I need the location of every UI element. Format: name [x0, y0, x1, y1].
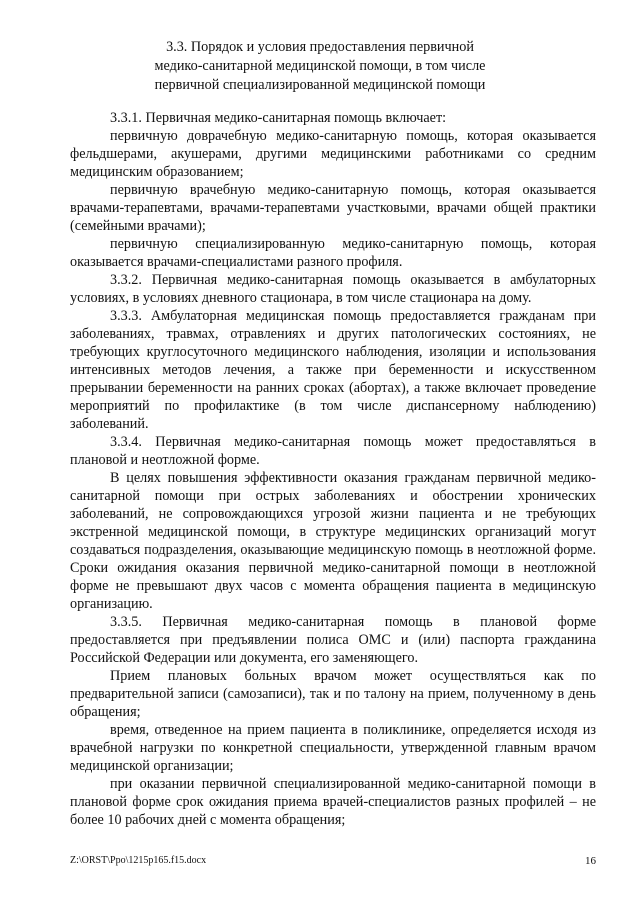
paragraph: первичную врачебную медико-санитарную помощь, которая оказывается врачами-терапевтами, врачами-терапевтами участковыми, врачами общей практики (семейными врачами); [70, 182, 596, 234]
paragraph: первичную специализированную медико-санитарную помощь, которая оказывается врачами-специалистами разного профиля. [70, 236, 596, 270]
paragraph: время, отведенное на прием пациента в поликлинике, определяется исходя из врачебной нагрузки по конкретной специальности, утвержденной главным врачом медицинской организации; [70, 722, 596, 774]
paragraph: Прием плановых больных врачом может осуществляться как по предварительной записи (самозаписи), так и по талону на прием, полученному в день обращения; [70, 668, 596, 720]
paragraph-3-3-5: 3.3.5. Первичная медико-санитарная помощь в плановой форме предоставляется при предъявлении полиса ОМС и (или) паспорта гражданина Российской Федерации или документа, его заменяющего. [70, 614, 596, 666]
paragraph-3-3-1: 3.3.1. Первичная медико-санитарная помощь включает: [110, 110, 447, 126]
paragraph-3-3-3: 3.3.3. Амбулаторная медицинская помощь предоставляется гражданам при заболеваниях, травмах, отравлениях и других патологических состояниях, не требующих круглосуточного медицинского наблюдения, изоляции и использования интенсивных методов лечения, а также при беременности и искусственном прерывании беременности на ранних сроках (абортах), а также включает проведение мероприятий по профилактике (в том числе диспансерному наблюдению) заболеваний. [70, 308, 596, 432]
heading-line-3: первичной специализированной медицинской помощи [154, 77, 486, 93]
heading-line-2: медико-санитарной медицинской помощи, в том числе [154, 58, 486, 74]
file-path: Z:\ORST\Ppo\1215p165.f15.docx [70, 855, 207, 866]
section-heading [120, 38, 520, 95]
paragraph: при оказании первичной специализированной медико-санитарной помощи в плановой форме срок ожидания приема врачей-специалистов разных профилей – не более 10 рабочих дней с момента обращения; [70, 776, 596, 828]
paragraph: В целях повышения эффективности оказания гражданам первичной медико-санитарной помощи при острых заболеваниях и обострении хронических заболеваний, не сопровождающихся угрозой жизни пациента и не требующих экстренной медицинской помощи, в структуре медицинских организаций могут создаваться подразделения, оказывающие медицинскую помощь в неотложной форме. Сроки ожидания оказания первичной медико-санитарной помощи в неотложной форме не превышают двух часов с момента обращения пациента в медицинскую организацию. [70, 470, 596, 612]
heading-line-1: 3.3. Порядок и условия предоставления первичной [166, 39, 474, 55]
document-body [70, 109, 596, 829]
page-number: 16 [585, 855, 596, 867]
paragraph: первичную доврачебную медико-санитарную помощь, которая оказывается фельдшерами, акушерами, другими медицинскими работниками со средним медицинским образованием; [70, 128, 596, 180]
paragraph-3-3-4: 3.3.4. Первичная медико-санитарная помощь может предоставляться в плановой и неотложной форме. [70, 434, 596, 468]
paragraph-3-3-2: 3.3.2. Первичная медико-санитарная помощь оказывается в амбулаторных условиях, в условиях дневного стационара, в том числе стационара на дому. [70, 272, 596, 306]
